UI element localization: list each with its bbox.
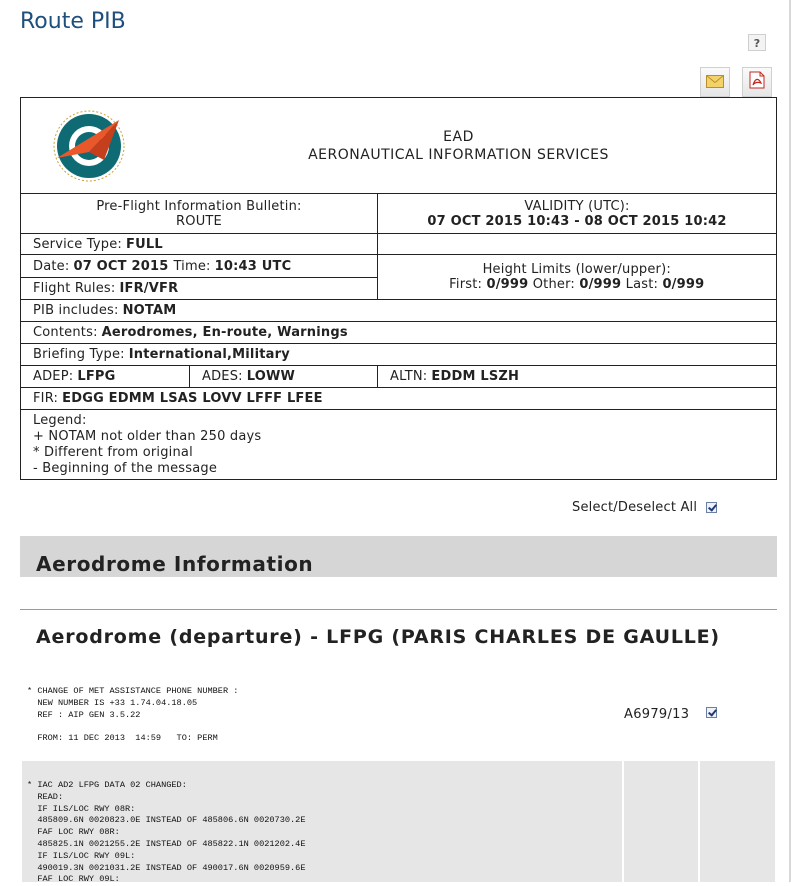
select-all-checkbox[interactable]	[706, 502, 717, 513]
ades-label: ADES:	[202, 369, 243, 384]
last-label: Last:	[625, 277, 659, 292]
org-line-1: EAD	[443, 129, 474, 145]
adep-value: LFPG	[77, 369, 116, 384]
last-value: 0/999	[662, 277, 705, 292]
validity-value: 07 OCT 2015 10:43 - 08 OCT 2015 10:42	[427, 213, 727, 229]
help-button[interactable]: ?	[748, 34, 766, 51]
select-all-control[interactable]	[572, 500, 717, 515]
notam-checkbox[interactable]	[706, 707, 717, 718]
page-title: Route PIB	[20, 9, 126, 34]
pib-header-table	[20, 97, 777, 480]
adep-label: ADEP:	[33, 369, 74, 384]
notam-id-cell	[624, 761, 698, 882]
divider	[20, 609, 777, 610]
altn-value: EDDM LSZH	[431, 369, 520, 384]
section-header	[20, 536, 777, 577]
pdf-icon	[749, 71, 765, 93]
first-value: 0/999	[486, 277, 529, 292]
legend-item: + NOTAM not older than 250 days	[33, 428, 262, 444]
pib-includes-label: PIB includes:	[33, 303, 119, 318]
aerodrome-heading: Aerodrome (departure) - LFPG (PARIS CHARLES DE GAULLE)	[36, 626, 720, 648]
contents-label: Contents:	[33, 325, 98, 340]
flight-rules-value: IFR/VFR	[119, 281, 179, 296]
contents-value: Aerodromes, En-route, Warnings	[101, 325, 348, 340]
email-button[interactable]	[700, 67, 730, 97]
first-label: First:	[449, 277, 483, 292]
organisation-name	[21, 128, 776, 164]
briefing-type-label: Briefing Type:	[33, 347, 125, 362]
legend-item: - Beginning of the message	[33, 460, 218, 476]
pdf-export-button[interactable]	[742, 67, 772, 97]
other-label: Other:	[532, 277, 575, 292]
notam-text: * CHANGE OF MET ASSISTANCE PHONE NUMBER : NEW NUMBER IS +33 1.74.04.18.05 REF : AIP GEN 3.5.22 FROM: 11 DEC 2013 14:59 TO: PERM	[27, 686, 239, 744]
legend-item: * Different from original	[33, 444, 193, 460]
height-limits-label: Height Limits (lower/upper):	[482, 262, 671, 277]
service-type-value: FULL	[126, 236, 163, 252]
altn-label: ALTN:	[390, 369, 428, 384]
section-title: Aerodrome Information	[36, 552, 314, 576]
bulletin-label: Pre-Flight Information Bulletin:	[96, 198, 302, 214]
other-value: 0/999	[579, 277, 622, 292]
bulletin-type: ROUTE	[176, 213, 222, 229]
envelope-icon	[706, 73, 724, 92]
org-line-2: AERONAUTICAL INFORMATION SERVICES	[308, 147, 609, 163]
ades-value: LOWW	[246, 369, 296, 384]
legend-title: Legend:	[33, 412, 87, 428]
fir-value: EDGG EDMM LSAS LOVV LFFF LFEE	[62, 391, 323, 406]
date-label: Date:	[33, 258, 70, 274]
briefing-type-value: International,Military	[128, 347, 290, 362]
service-type-label: Service Type:	[33, 236, 123, 252]
notam-text: * IAC AD2 LFPG DATA 02 CHANGED: READ: IF ILS/LOC RWY 08R: 485809.6N 0020823.0E INSTEAD OF 485806.6N 0020730.2E FAF LOC RWY 08R: 485825.1N 0021255.2E INSTEAD OF 485822.1N 0021202.4E IF ILS/LOC RWY 09L: 490019.3N 0021031.2E INSTEAD OF 490017.6N 0020959.6E FAF LOC RWY 09L:	[27, 780, 306, 885]
time-label: Time:	[173, 258, 211, 274]
date-value: 07 OCT 2015	[73, 258, 169, 274]
pib-includes-value: NOTAM	[122, 303, 177, 318]
time-value: 10:43 UTC	[214, 258, 292, 274]
select-all-label: Select/Deselect All	[572, 500, 698, 515]
logo-row	[21, 98, 776, 193]
validity-label: VALIDITY (UTC):	[524, 198, 630, 214]
notam-id: A6979/13	[624, 707, 690, 722]
height-limits-values	[449, 277, 704, 292]
legend	[21, 410, 273, 479]
fir-label: FIR:	[33, 391, 59, 406]
notam-checkbox-cell	[700, 761, 775, 882]
flight-rules-label: Flight Rules:	[33, 281, 116, 296]
